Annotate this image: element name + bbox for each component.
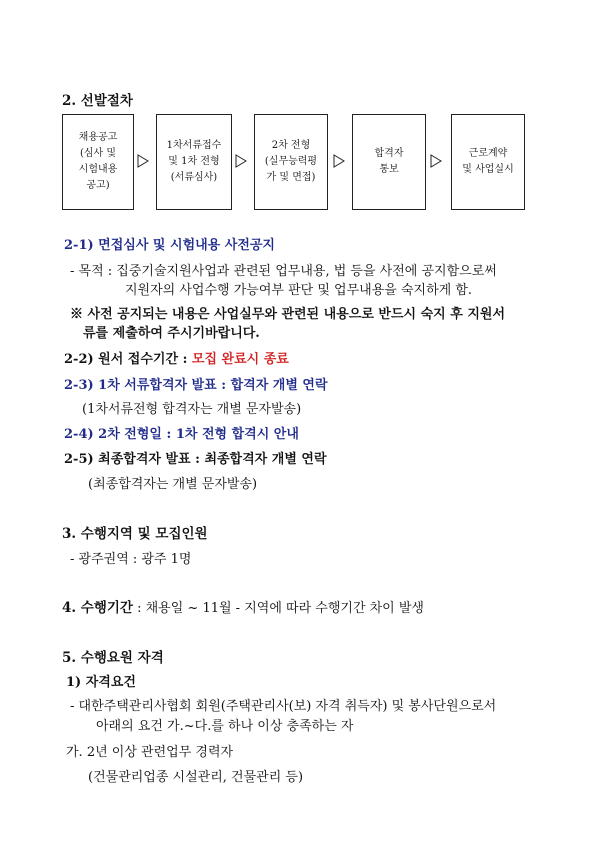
section-4-heading: [62, 596, 424, 616]
subsection-2-3: 2-3) 1차 서류합격자 발표 : 합격자 개별 연락: [64, 378, 328, 393]
region-recruitment-line: - 광주권역 : 광주 1명: [70, 552, 192, 567]
qualification-line-2: 아래의 요건 가.~다.를 하나 이상 충족하는 자: [96, 719, 354, 734]
subsection-2-5: 2-5) 최종합격자 발표 : 최종합격자 개별 연락: [64, 452, 327, 467]
purpose-line-1: - 목적 : 집중기술지원사업과 관련된 업무내용, 법 등을 사전에 공지함으로써: [70, 264, 497, 279]
process-arrow-icon: [235, 154, 247, 168]
application-period-value: 모집 완료시 종료: [191, 352, 289, 367]
notice-line-2: 류를 제출하여 주시기바랍니다.: [83, 326, 260, 341]
section-4-period: : 채용일 ~ 11월 - 지역에 따라 수행기간 차이 발생: [137, 601, 424, 616]
process-step-label: 근로계약 및 사업실시: [462, 148, 514, 175]
section-2-heading: 2. 선발절차: [62, 93, 133, 109]
purpose-line-2: 지원자의 사업수행 가능여부 판단 및 업무내용을 숙지하게 함.: [125, 283, 473, 298]
process-step-label: 2차 전형 (실무능력평 가 및 면접): [264, 140, 318, 183]
qualification-line-1: - 대한주택관리사협회 회원(주택관리사(보) 자격 취득자) 및 봉사단원으로서: [70, 699, 497, 714]
process-arrow-icon: [430, 154, 442, 168]
subsection-2-4: 2-4) 2차 전형일 : 1차 전형 합격시 안내: [64, 427, 299, 442]
section-5-heading: 5. 수행요원 자격: [62, 650, 164, 666]
process-arrow-icon: [137, 154, 149, 168]
application-period-label: 2-2) 원서 접수기간 :: [64, 352, 188, 367]
section-3-heading: 3. 수행지역 및 모집인원: [62, 526, 208, 542]
process-step-label: 합격자 통보: [374, 148, 404, 175]
subsection-2-1-title: 2-1) 면접심사 및 시험내용 사전공지: [64, 238, 275, 253]
process-step-contract: [451, 114, 525, 210]
section-4-label: 4. 수행기간: [62, 600, 133, 616]
subsection-2-3-note: (1차서류전형 합격자는 개별 문자발송): [82, 402, 302, 417]
notice-line-1: ※ 사전 공지되는 내용은 사업실무와 관련된 내용으로 반드시 숙지 후 지원서: [70, 307, 505, 322]
qualification-item-ga-note: (건물관리업종 시설관리, 건물관리 등): [88, 770, 304, 785]
process-step-pass-notice: [352, 114, 426, 210]
qualification-subheading: 1) 자격요건: [66, 675, 136, 690]
qualification-item-ga: 가. 2년 이상 관련업무 경력자: [66, 745, 234, 760]
process-arrow-icon: [333, 154, 345, 168]
subsection-2-2: [64, 348, 289, 367]
process-step-label: 채용공고 (심사 및 시험내용 공고): [78, 132, 118, 191]
process-step-second-screening: [254, 114, 328, 210]
process-step-label: 1차서류접수 및 1차 전형 (서류심사): [166, 140, 222, 183]
subsection-2-5-note: (최종합격자는 개별 문자발송): [88, 477, 258, 492]
process-step-first-screening: [156, 114, 232, 210]
process-step-recruitment-notice: [62, 114, 134, 210]
